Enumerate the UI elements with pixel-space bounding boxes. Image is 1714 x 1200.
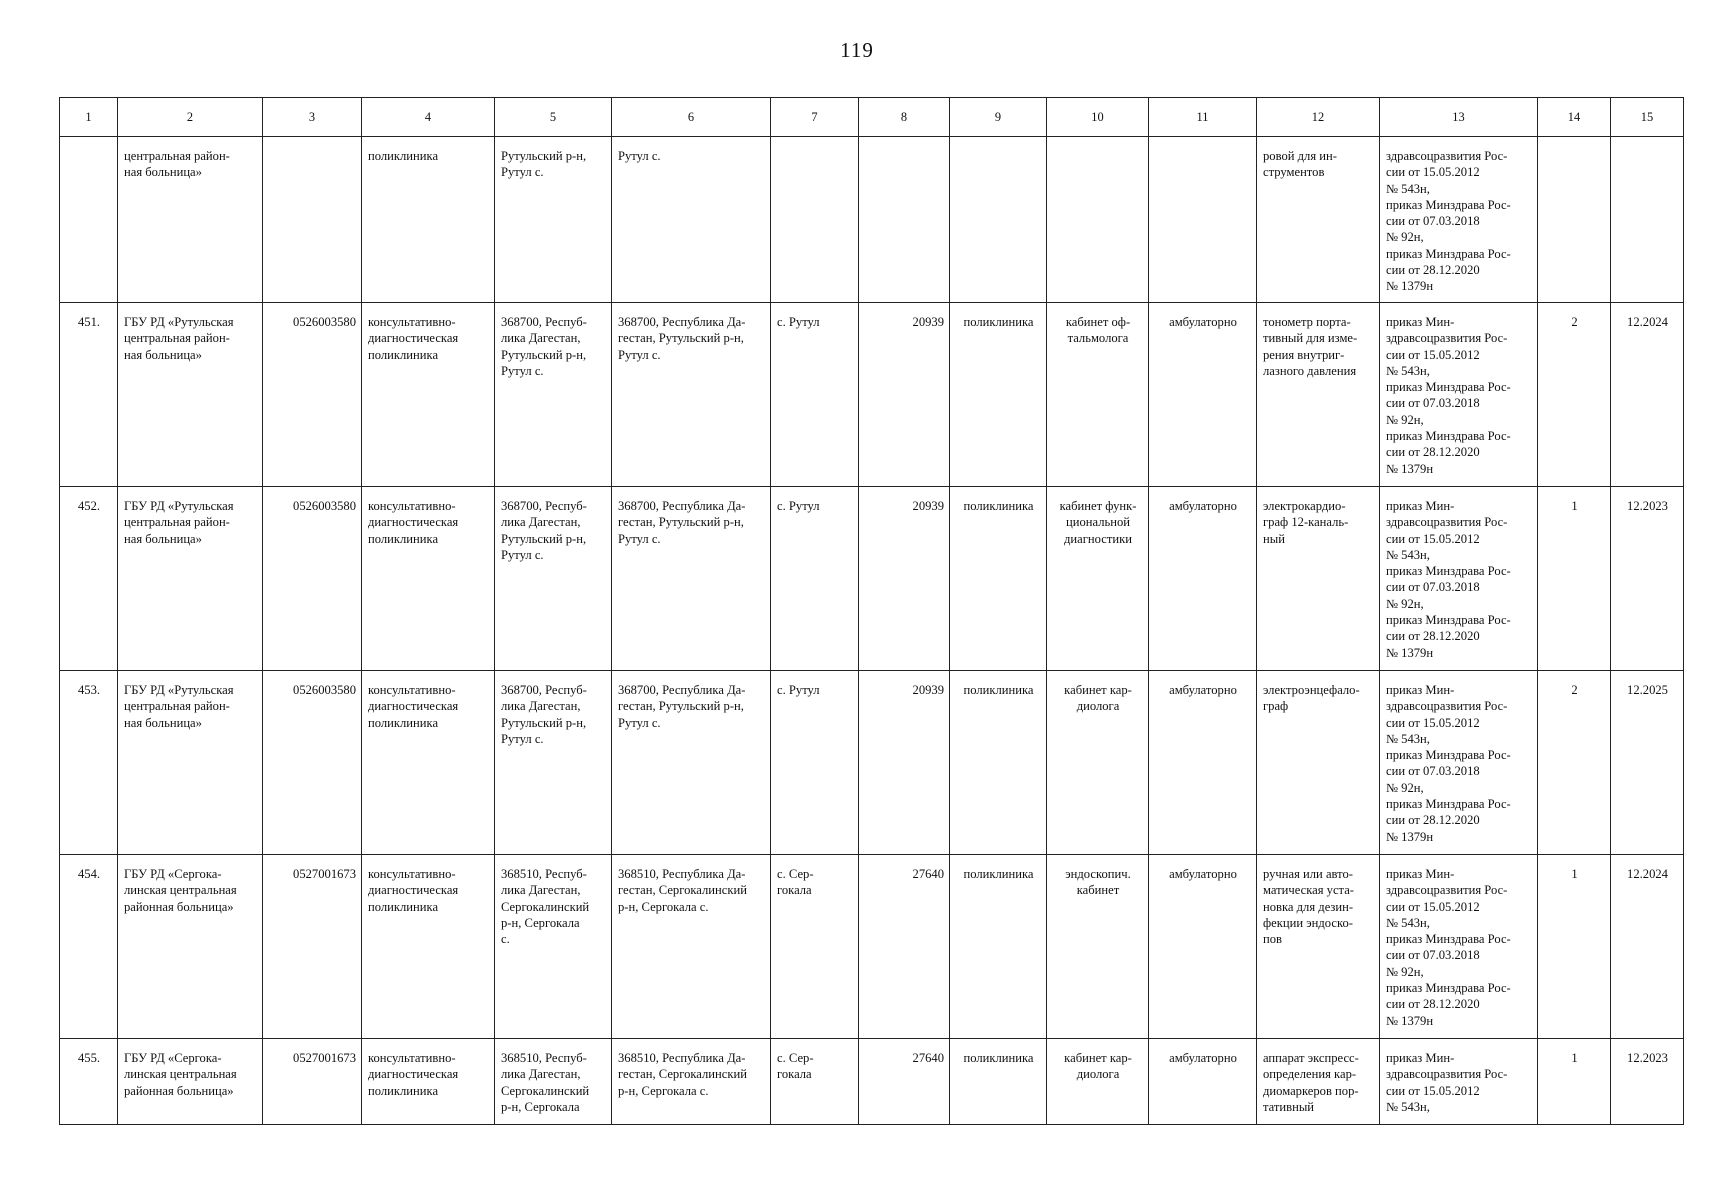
date-cell: 12.2023: [1611, 487, 1684, 671]
organization-cell: [118, 487, 263, 671]
inn-cell: 0526003580: [263, 303, 362, 487]
cell-line: поликлиника: [368, 531, 439, 546]
unit-cell: поликлиника: [950, 1039, 1047, 1125]
date-cell: 12.2024: [1611, 303, 1684, 487]
date-cell: [1611, 137, 1684, 303]
cell-line: поликлиника: [368, 347, 439, 362]
settlement-code-cell: 27640: [859, 1039, 950, 1125]
cell-line: здравсоцразвития Рос-: [1386, 515, 1508, 530]
table-body: [60, 137, 1684, 1125]
cell-line: ГБУ РД «Рутульская: [124, 499, 234, 513]
location-address-cell: [612, 303, 771, 487]
cell-line: приказ Минздрава Рос-: [1386, 197, 1511, 212]
cell-line: 368700, Республика Да-: [618, 315, 746, 329]
column-header-11: 11: [1149, 98, 1257, 137]
cell-line: ный: [1263, 531, 1285, 546]
settlement-cell: [771, 137, 859, 303]
cell-line: кабинет функ-: [1059, 499, 1137, 513]
table-row: [60, 137, 1684, 303]
equipment-cell: [1257, 1039, 1380, 1125]
cell-line: приказ Минздрава Рос-: [1386, 932, 1511, 947]
table-row: [60, 1039, 1684, 1125]
settlement-code-cell: [859, 137, 950, 303]
cell-line: с. Рутул: [777, 315, 820, 329]
cell-line: электрокардио-: [1263, 499, 1346, 513]
orders-cell: [1380, 487, 1538, 671]
location-address-cell: [612, 1039, 771, 1125]
cell-line: консультативно-: [368, 499, 456, 513]
quantity-cell: 1: [1538, 1039, 1611, 1125]
cell-line: Рутул с.: [618, 149, 661, 163]
care-mode-cell: амбулаторно: [1149, 1039, 1257, 1125]
cell-line: р-н, Сергокала: [501, 1099, 580, 1114]
cell-line: № 543н,: [1386, 547, 1430, 562]
cell-line: сии от 15.05.2012: [1386, 165, 1480, 180]
cell-line: здравсоцразвития Рос-: [1386, 149, 1508, 163]
quantity-cell: [1538, 137, 1611, 303]
column-header-6: 6: [612, 98, 771, 137]
cell-line: тонометр порта-: [1263, 315, 1351, 329]
settlement-cell: [771, 855, 859, 1039]
quantity-cell: 1: [1538, 855, 1611, 1039]
equipment-cell: [1257, 487, 1380, 671]
cell-line: № 543н,: [1386, 363, 1430, 378]
orders-cell: [1380, 1039, 1538, 1125]
cell-line: Рутульский р-н,: [501, 715, 587, 730]
cabinet-cell: [1047, 855, 1149, 1039]
cell-line: Сергокалинский: [501, 899, 590, 914]
row-number: 451.: [60, 303, 118, 487]
cell-line: фекции эндоско-: [1263, 915, 1353, 930]
cell-line: № 543н,: [1386, 1099, 1430, 1114]
organization-cell: [118, 671, 263, 855]
quantity-cell: 2: [1538, 671, 1611, 855]
cell-line: определения кар-: [1263, 1067, 1357, 1082]
cell-line: ГБУ РД «Сергока-: [124, 867, 222, 881]
column-header-2: 2: [118, 98, 263, 137]
cell-line: Рутул с.: [501, 363, 544, 378]
inn-cell: 0526003580: [263, 671, 362, 855]
cell-line: сии от 15.05.2012: [1386, 715, 1480, 730]
cell-line: поликлиника: [368, 715, 439, 730]
cell-line: сии от 07.03.2018: [1386, 948, 1480, 963]
orders-cell: [1380, 671, 1538, 855]
cell-line: 368700, Республика Да-: [618, 499, 746, 513]
column-header-9: 9: [950, 98, 1047, 137]
cell-line: лика Дагестан,: [501, 1067, 581, 1082]
cell-line: консультативно-: [368, 867, 456, 881]
cell-line: Сергокалинский: [501, 1083, 590, 1098]
cell-line: диагностическая: [368, 331, 459, 346]
cell-line: Рутульский р-н,: [501, 347, 587, 362]
quantity-cell: 1: [1538, 487, 1611, 671]
orders-cell: [1380, 137, 1538, 303]
cell-line: № 92н,: [1386, 780, 1424, 795]
column-header-7: 7: [771, 98, 859, 137]
cell-line: сии от 28.12.2020: [1386, 445, 1480, 460]
cell-line: районная больница»: [124, 899, 234, 914]
equipment-cell: [1257, 671, 1380, 855]
cell-line: электроэнцефало-: [1263, 683, 1360, 697]
organization-cell: [118, 137, 263, 303]
cell-line: диагностическая: [368, 515, 459, 530]
cell-line: приказ Минздрава Рос-: [1386, 564, 1511, 579]
cell-line: центральная район-: [124, 515, 230, 530]
settlement-cell: [771, 1039, 859, 1125]
cell-line: р-н, Сергокала с.: [618, 899, 709, 914]
organization-cell: [118, 855, 263, 1039]
cell-line: ная больница»: [124, 531, 202, 546]
cell-line: рения внутриг-: [1263, 347, 1345, 362]
care-mode-cell: амбулаторно: [1149, 671, 1257, 855]
cell-line: № 1379н: [1386, 279, 1434, 294]
cell-line: р-н, Сергокала с.: [618, 1083, 709, 1098]
location-address-cell: [612, 137, 771, 303]
cell-line: с. Рутул: [777, 683, 820, 697]
cell-line: гестан, Сергокалинский: [618, 883, 747, 898]
legal-address-cell: [495, 487, 612, 671]
cell-line: ная больница»: [124, 165, 202, 180]
cell-line: лика Дагестан,: [501, 883, 581, 898]
table-row: [60, 487, 1684, 671]
cell-line: 368700, Респуб-: [501, 315, 587, 329]
cell-line: № 92н,: [1386, 596, 1424, 611]
cell-line: центральная район-: [124, 331, 230, 346]
legal-address-cell: [495, 303, 612, 487]
row-number: 452.: [60, 487, 118, 671]
cell-line: № 1379н: [1386, 1013, 1434, 1028]
row-number: 455.: [60, 1039, 118, 1125]
cell-line: тивный для изме-: [1263, 331, 1358, 346]
cell-line: приказ Минздрава Рос-: [1386, 429, 1511, 444]
cell-line: сии от 07.03.2018: [1386, 214, 1480, 229]
cell-line: приказ Мин-: [1386, 1051, 1455, 1065]
cell-line: гестан, Рутульский р-н,: [618, 331, 744, 346]
cell-line: Рутул с.: [618, 347, 661, 362]
legal-address-cell: [495, 671, 612, 855]
settlement-code-cell: 20939: [859, 487, 950, 671]
settlement-code-cell: 27640: [859, 855, 950, 1039]
settlement-code-cell: 20939: [859, 303, 950, 487]
cell-line: № 92н,: [1386, 230, 1424, 245]
cell-line: сии от 28.12.2020: [1386, 629, 1480, 644]
row-number: [60, 137, 118, 303]
inn-cell: 0526003580: [263, 487, 362, 671]
cell-line: 368700, Респуб-: [501, 499, 587, 513]
cell-line: приказ Минздрава Рос-: [1386, 797, 1511, 812]
cell-line: тальмолога: [1067, 331, 1129, 346]
cell-line: 368510, Республика Да-: [618, 1051, 746, 1065]
care-mode-cell: амбулаторно: [1149, 487, 1257, 671]
cell-line: матическая уста-: [1263, 883, 1355, 898]
inn-cell: [263, 137, 362, 303]
cell-line: гестан, Сергокалинский: [618, 1067, 747, 1082]
facility-type-cell: [362, 137, 495, 303]
cell-line: ная больница»: [124, 715, 202, 730]
cell-line: диагностическая: [368, 699, 459, 714]
cell-line: 368700, Респуб-: [501, 683, 587, 697]
row-number: 454.: [60, 855, 118, 1039]
cell-line: консультативно-: [368, 683, 456, 697]
date-cell: 12.2025: [1611, 671, 1684, 855]
cell-line: консультативно-: [368, 315, 456, 329]
settlement-cell: [771, 487, 859, 671]
cell-line: Рутул с.: [618, 715, 661, 730]
cell-line: здравсоцразвития Рос-: [1386, 1067, 1508, 1082]
cell-line: ГБУ РД «Сергока-: [124, 1051, 222, 1065]
settlement-cell: [771, 671, 859, 855]
cell-line: 368510, Респуб-: [501, 867, 587, 881]
cell-line: с.: [501, 932, 510, 947]
facility-type-cell: [362, 1039, 495, 1125]
organization-cell: [118, 1039, 263, 1125]
cell-line: эндоскопич.: [1065, 867, 1131, 881]
cell-line: новка для дезин-: [1263, 899, 1354, 914]
cell-line: кабинет: [1076, 883, 1120, 898]
cell-line: кабинет оф-: [1065, 315, 1131, 329]
cell-line: 368700, Республика Да-: [618, 683, 746, 697]
column-header-1: 1: [60, 98, 118, 137]
equipment-cell: [1257, 303, 1380, 487]
cell-line: № 1379н: [1386, 645, 1434, 660]
facility-type-cell: [362, 855, 495, 1039]
cell-line: № 543н,: [1386, 731, 1430, 746]
location-address-cell: [612, 671, 771, 855]
cell-line: диолога: [1076, 1067, 1120, 1082]
cell-line: гестан, Рутульский р-н,: [618, 515, 744, 530]
legal-address-cell: [495, 855, 612, 1039]
care-mode-cell: амбулаторно: [1149, 303, 1257, 487]
cell-line: районная больница»: [124, 1083, 234, 1098]
unit-cell: поликлиника: [950, 487, 1047, 671]
unit-cell: поликлиника: [950, 303, 1047, 487]
page-number: 119: [840, 38, 874, 62]
cell-line: диагностическая: [368, 1067, 459, 1082]
row-number: 453.: [60, 671, 118, 855]
orders-cell: [1380, 855, 1538, 1039]
cabinet-cell: [1047, 487, 1149, 671]
cabinet-cell: [1047, 671, 1149, 855]
cell-line: сии от 28.12.2020: [1386, 813, 1480, 828]
column-header-12: 12: [1257, 98, 1380, 137]
cabinet-cell: [1047, 137, 1149, 303]
date-cell: 12.2024: [1611, 855, 1684, 1039]
equipment-cell: [1257, 855, 1380, 1039]
column-header-13: 13: [1380, 98, 1538, 137]
column-header-8: 8: [859, 98, 950, 137]
cell-line: лика Дагестан,: [501, 331, 581, 346]
cell-line: № 92н,: [1386, 964, 1424, 979]
cell-line: ГБУ РД «Рутульская: [124, 683, 234, 697]
cell-line: приказ Мин-: [1386, 683, 1455, 697]
settlement-cell: [771, 303, 859, 487]
column-header-14: 14: [1538, 98, 1611, 137]
cell-line: приказ Минздрава Рос-: [1386, 613, 1511, 628]
cell-line: аппарат экспресс-: [1263, 1051, 1359, 1065]
cell-line: граф: [1263, 699, 1289, 714]
cell-line: Рутул с.: [501, 731, 544, 746]
cell-line: сии от 15.05.2012: [1386, 347, 1480, 362]
cell-line: гокала: [777, 1067, 812, 1082]
cell-line: приказ Мин-: [1386, 499, 1455, 513]
cell-line: с. Рутул: [777, 499, 820, 513]
cell-line: приказ Мин-: [1386, 315, 1455, 329]
cell-line: ГБУ РД «Рутульская: [124, 315, 234, 329]
cell-line: линская центральная: [124, 883, 237, 898]
cell-line: сии от 07.03.2018: [1386, 764, 1480, 779]
cell-line: граф 12-каналь-: [1263, 515, 1349, 530]
cell-line: гестан, Рутульский р-н,: [618, 699, 744, 714]
cell-line: приказ Минздрава Рос-: [1386, 246, 1511, 261]
cell-line: сии от 28.12.2020: [1386, 997, 1480, 1012]
cell-line: сии от 15.05.2012: [1386, 531, 1480, 546]
table-row: [60, 671, 1684, 855]
column-header-15: 15: [1611, 98, 1684, 137]
cell-line: сии от 15.05.2012: [1386, 1083, 1480, 1098]
cell-line: кабинет кар-: [1064, 683, 1132, 697]
cell-line: поликлиника: [368, 1083, 439, 1098]
cell-line: Рутульский р-н,: [501, 531, 587, 546]
cell-line: лика Дагестан,: [501, 699, 581, 714]
cell-line: здравсоцразвития Рос-: [1386, 883, 1508, 898]
cell-line: лика Дагестан,: [501, 515, 581, 530]
cell-line: 368510, Респуб-: [501, 1051, 587, 1065]
cell-line: поликлиника: [368, 149, 439, 163]
unit-cell: поликлиника: [950, 671, 1047, 855]
cell-line: приказ Минздрава Рос-: [1386, 981, 1511, 996]
cell-line: здравсоцразвития Рос-: [1386, 331, 1508, 346]
orders-cell: [1380, 303, 1538, 487]
cell-line: линская центральная: [124, 1067, 237, 1082]
inn-cell: 0527001673: [263, 855, 362, 1039]
cell-line: сии от 07.03.2018: [1386, 580, 1480, 595]
facility-type-cell: [362, 671, 495, 855]
cell-line: с. Сер-: [777, 1051, 814, 1065]
care-mode-cell: амбулаторно: [1149, 855, 1257, 1039]
cell-line: ная больница»: [124, 347, 202, 362]
unit-cell: поликлиника: [950, 855, 1047, 1039]
cell-line: приказ Минздрава Рос-: [1386, 380, 1511, 395]
equipment-cell: [1257, 137, 1380, 303]
cell-line: приказ Мин-: [1386, 867, 1455, 881]
cell-line: сии от 15.05.2012: [1386, 899, 1480, 914]
register-table: [59, 97, 1684, 1125]
cell-line: консультативно-: [368, 1051, 456, 1065]
cell-line: диолога: [1076, 699, 1120, 714]
cell-line: поликлиника: [368, 899, 439, 914]
cell-line: ровой для ин-: [1263, 149, 1337, 163]
cell-line: № 92н,: [1386, 412, 1424, 427]
table-row: [60, 303, 1684, 487]
cell-line: 368510, Республика Да-: [618, 867, 746, 881]
cell-line: здравсоцразвития Рос-: [1386, 699, 1508, 714]
cell-line: кабинет кар-: [1064, 1051, 1132, 1065]
header-row: [60, 98, 1684, 137]
location-address-cell: [612, 855, 771, 1039]
unit-cell: [950, 137, 1047, 303]
column-header-4: 4: [362, 98, 495, 137]
settlement-code-cell: 20939: [859, 671, 950, 855]
cell-line: диагностическая: [368, 883, 459, 898]
column-header-3: 3: [263, 98, 362, 137]
inn-cell: 0527001673: [263, 1039, 362, 1125]
cell-line: № 1379н: [1386, 461, 1434, 476]
care-mode-cell: [1149, 137, 1257, 303]
legal-address-cell: [495, 1039, 612, 1125]
organization-cell: [118, 303, 263, 487]
cell-line: Рутульский р-н,: [501, 149, 587, 163]
cell-line: Рутул с.: [501, 165, 544, 180]
cell-line: циональной: [1065, 515, 1131, 530]
cell-line: струментов: [1263, 165, 1325, 180]
cell-line: центральная район-: [124, 699, 230, 714]
date-cell: 12.2023: [1611, 1039, 1684, 1125]
legal-address-cell: [495, 137, 612, 303]
cell-line: сии от 07.03.2018: [1386, 396, 1480, 411]
cell-line: тативный: [1263, 1099, 1315, 1114]
cell-line: ручная или авто-: [1263, 867, 1353, 881]
cell-line: центральная район-: [124, 149, 230, 163]
cell-line: с. Сер-: [777, 867, 814, 881]
location-address-cell: [612, 487, 771, 671]
cell-line: Рутул с.: [501, 547, 544, 562]
cabinet-cell: [1047, 1039, 1149, 1125]
cell-line: диагностики: [1064, 531, 1132, 546]
quantity-cell: 2: [1538, 303, 1611, 487]
cell-line: № 543н,: [1386, 181, 1430, 196]
cabinet-cell: [1047, 303, 1149, 487]
table-row: [60, 855, 1684, 1039]
cell-line: диомаркеров пор-: [1263, 1083, 1359, 1098]
cell-line: Рутул с.: [618, 531, 661, 546]
cell-line: № 543н,: [1386, 915, 1430, 930]
cell-line: лазного давления: [1263, 363, 1357, 378]
cell-line: пов: [1263, 932, 1282, 947]
facility-type-cell: [362, 303, 495, 487]
cell-line: р-н, Сергокала: [501, 915, 580, 930]
facility-type-cell: [362, 487, 495, 671]
cell-line: № 1379н: [1386, 829, 1434, 844]
cell-line: сии от 28.12.2020: [1386, 263, 1480, 278]
column-header-5: 5: [495, 98, 612, 137]
cell-line: приказ Минздрава Рос-: [1386, 748, 1511, 763]
column-header-10: 10: [1047, 98, 1149, 137]
cell-line: гокала: [777, 883, 812, 898]
